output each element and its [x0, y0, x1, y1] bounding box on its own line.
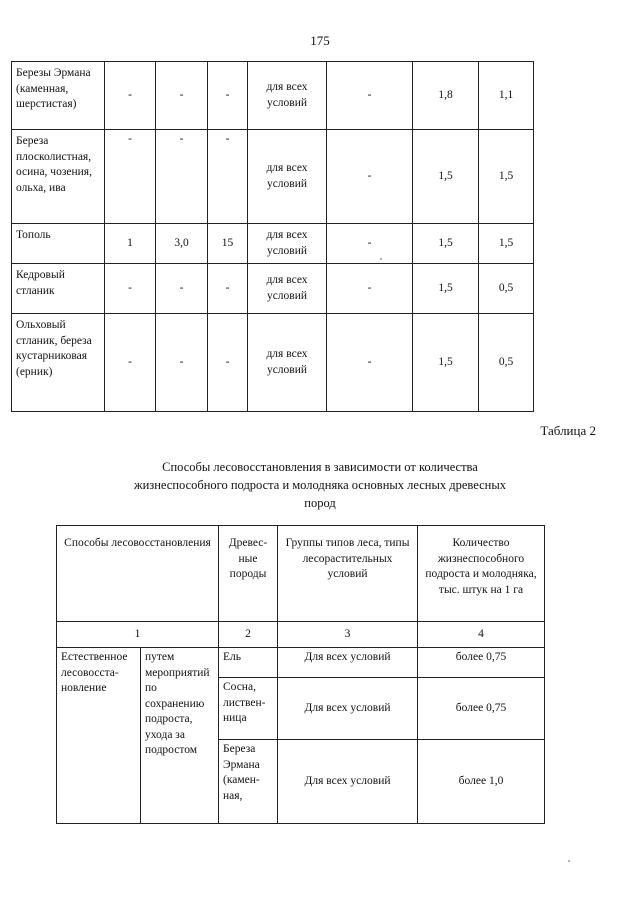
quantity-cell: более 1,0	[418, 740, 545, 824]
table-cell: -	[105, 264, 156, 314]
method-sub-cell: путем мероприятий по сохранению подроста, ухода за подростом	[141, 648, 219, 824]
table-cell: -	[327, 62, 413, 130]
table-cell: -	[156, 264, 208, 314]
species-name: Ольховый стланик, береза кустарниковая (ерник)	[12, 314, 105, 412]
table-title: Способы лесовосстановления в зависимости от количества жизнеспособного подроста и молодняка основных лесных древесных пород	[133, 460, 507, 511]
table-cell: -	[208, 130, 248, 224]
table-cell: -	[156, 314, 208, 412]
table-cell: -	[105, 62, 156, 130]
species-name: Береза плосколистная, осина, чозения, ольха, ива	[12, 130, 105, 224]
table-cell: 1,5	[413, 264, 479, 314]
quantity-cell: более 0,75	[418, 648, 545, 678]
table-row	[12, 264, 534, 314]
column-number: 2	[219, 622, 278, 648]
table-cell: 0,5	[479, 314, 534, 412]
conditions-cell: для всех условий	[248, 314, 327, 412]
page-number: 175	[310, 33, 330, 48]
table-cell: -	[156, 62, 208, 130]
method-main-cell: Естественное лесовосста-новление	[57, 648, 141, 824]
table-cell: -	[105, 314, 156, 412]
species-cell: Ель	[219, 648, 278, 678]
quantity-cell: более 0,75	[418, 678, 545, 740]
species-norms-table-continuation	[11, 61, 534, 412]
table-row	[12, 62, 534, 130]
table-cell: -	[327, 314, 413, 412]
table-cell: 15	[208, 224, 248, 264]
table-cell: 1,5	[413, 130, 479, 224]
table-cell: 1,5	[479, 224, 534, 264]
table-row	[12, 314, 534, 412]
table-cell: 3,0	[156, 224, 208, 264]
column-numbers-row	[57, 622, 545, 648]
table-cell: 1,5	[479, 130, 534, 224]
column-header-quantity: Количество жизнеспособного подроста и молодняка, тыс. штук на 1 га	[418, 526, 545, 622]
species-cell: Береза Эрмана (камен-ная,	[219, 740, 278, 824]
table-cell: -	[105, 130, 156, 224]
table-cell: 1,5	[413, 314, 479, 412]
column-header-methods: Способы лесовосстановления	[57, 526, 219, 622]
table-cell: 1,5	[413, 224, 479, 264]
conditions-cell: Для всех условий	[278, 648, 418, 678]
table-cell: 1,8	[413, 62, 479, 130]
column-header-groups: Группы типов леса, типы лесорастительных условий	[278, 526, 418, 622]
column-number: 3	[278, 622, 418, 648]
conditions-cell: для всех условий	[248, 62, 327, 130]
table-label: Таблица 2	[540, 423, 596, 438]
table-cell: -	[327, 264, 413, 314]
table-row	[12, 224, 534, 264]
conditions-cell: для всех условий	[248, 130, 327, 224]
species-name: Березы Эрмана (каменная, шерстистая)	[12, 62, 105, 130]
conditions-cell: для всех условий	[248, 224, 327, 264]
table-cell: 1,1	[479, 62, 534, 130]
column-header-species: Древес-ные породы	[219, 526, 278, 622]
conditions-cell: для всех условий	[248, 264, 327, 314]
table-cell: 0,5	[479, 264, 534, 314]
reforestation-methods-table	[56, 525, 545, 824]
table-cell: -	[208, 314, 248, 412]
species-name: Тополь	[12, 224, 105, 264]
table-cell: -	[327, 130, 413, 224]
species-cell: Сосна, листвен-ница	[219, 678, 278, 740]
conditions-cell: Для всех условий	[278, 678, 418, 740]
conditions-cell: Для всех условий	[278, 740, 418, 824]
table-cell: -	[156, 130, 208, 224]
scan-speck	[380, 258, 382, 260]
table-cell: -	[327, 224, 413, 264]
table-cell: -	[208, 264, 248, 314]
table-row	[57, 648, 545, 678]
column-number: 4	[418, 622, 545, 648]
table-header-row	[57, 526, 545, 622]
column-number: 1	[57, 622, 219, 648]
table-row	[12, 130, 534, 224]
table-cell: -	[208, 62, 248, 130]
table-cell: 1	[105, 224, 156, 264]
species-name: Кедровый стланик	[12, 264, 105, 314]
scan-speck	[568, 860, 570, 862]
